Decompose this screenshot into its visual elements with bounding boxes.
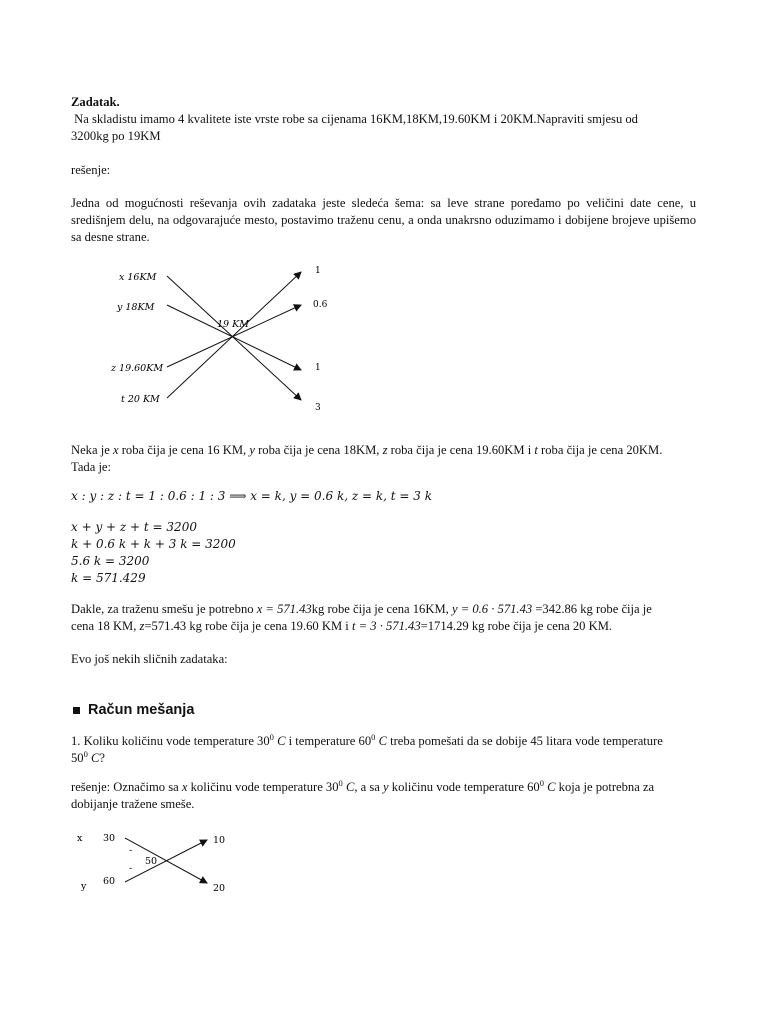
more-examples: Evo još nekih sličnih zadataka:	[71, 652, 228, 666]
conclusion-text-4: cena 18 KM,	[71, 619, 140, 633]
left-label-z: z 19.60KM	[111, 363, 164, 374]
task1-deg-2: 0	[371, 731, 376, 742]
var-z: z	[382, 443, 388, 457]
right-value-1: 1	[315, 266, 321, 276]
document-page	[71, 94, 696, 898]
intro-text-3: roba čija je cena 18KM,	[254, 443, 383, 457]
conclusion-line-2	[71, 618, 696, 635]
intro-line-2: Tada je:	[71, 460, 112, 474]
intro-text-5: roba čija je cena 20KM.	[537, 443, 663, 457]
intro-paragraph	[71, 442, 696, 459]
sol1-deg-1: 0	[338, 777, 343, 788]
sol1-deg-2: 0	[539, 777, 544, 788]
result-20: 20	[213, 883, 226, 893]
heading: Zadatak.	[71, 95, 120, 109]
conclusion-math-3: z	[139, 619, 145, 633]
sol1-text-a: rešenje: Označimo sa	[71, 780, 182, 794]
task1-unit-3: C	[91, 751, 100, 765]
equation-line-1: x + y + z + t = 3200	[71, 520, 197, 534]
task1-deg-3: 0	[83, 748, 88, 759]
right-value-3: 1	[315, 363, 321, 373]
minus-mark-1: -	[129, 845, 133, 856]
problem-line-1: Na skladistu imamo 4 kvalitete iste vrste robe sa cijenama 16KM,18KM,19.60KM i 20KM.Napraviti smjesu od	[71, 112, 638, 126]
var-x-label: x	[77, 833, 83, 844]
sol1-var-y: y	[383, 780, 389, 794]
sol1-text-e: količinu vode temperature 60	[388, 780, 540, 794]
mixing-diagram-temperatures	[75, 829, 235, 893]
minus-mark-2: -	[129, 863, 133, 874]
var-y-label: y	[81, 881, 87, 892]
conclusion-math-2: y = 0.6 · 571.43	[451, 602, 533, 616]
section-heading	[71, 702, 696, 719]
method-paragraph: Jedna od mogućnosti reševanja ovih zadataka jeste sledeća šema: sa leve strane poređamo po veličini date cene, u središnjem delu, na odgovarajuće mesto, postavimo traženu cenu, a onda unakrsno oduzimamo i dobijene brojeve upišemo sa desne strane.	[71, 196, 696, 244]
task1-unit-1: C	[277, 734, 286, 748]
conclusion-math-4: t = 3 · 571.43	[351, 619, 421, 633]
section-title: Račun mešanja	[88, 702, 195, 718]
sol1-text-b: količinu vode temperature 30	[187, 780, 339, 794]
right-value-4: 3	[315, 403, 321, 413]
left-label-t: t 20 KM	[121, 394, 160, 405]
task1-text-b: i temperature 60	[285, 734, 372, 748]
sol1-unit-2: C	[547, 780, 556, 794]
task-1-line-1	[71, 733, 696, 750]
sol1-text-d: , a sa	[354, 780, 384, 794]
left-label-y: y 18KM	[117, 302, 155, 313]
intro-text-4: roba čija je cena 19.60KM i	[387, 443, 535, 457]
conclusion-text-6: =1714.29 kg robe čija je cena 20 KM.	[420, 619, 613, 633]
right-value-2: 0.6	[313, 300, 328, 310]
conclusion-math-1: x = 571.43	[256, 602, 312, 616]
task1-text-a: 1. Koliku količinu vode temperature 30	[71, 734, 270, 748]
conclusion-text-1: Dakle, za traženu smešu je potrebno	[71, 602, 257, 616]
conclusion-text-5: =571.43 kg robe čija je cena 19.60 KM i	[144, 619, 352, 633]
sol1-var-x: x	[181, 780, 188, 794]
task1-deg-1: 0	[269, 731, 274, 742]
var-y: y	[249, 443, 255, 457]
solution-label: rešenje:	[71, 163, 111, 177]
solution-1-line-1	[71, 779, 696, 796]
cross-line-20-to-1	[167, 272, 301, 398]
solution-1-line-2: dobijanje tražene smeše.	[71, 797, 195, 811]
var-x: x	[112, 443, 119, 457]
result-10: 10	[213, 835, 226, 846]
var-t: t	[534, 443, 538, 457]
problem-line-2: 3200kg po 19KM	[71, 129, 161, 143]
square-bullet-icon	[73, 707, 80, 714]
task1-text-d: treba pomešati da se dobije 45 litara vode temperature	[386, 734, 663, 748]
task1-text-f: ?	[99, 751, 105, 765]
intro-text-1: Neka je	[71, 443, 113, 457]
sol1-unit-1: C	[345, 780, 355, 794]
left-label-x: x 16KM	[119, 272, 157, 283]
task1-unit-2: C	[378, 734, 387, 748]
proportion-equation: x : y : z : t = 1 : 0.6 : 1 : 3 ⟹ x = k, y = 0.6 k, z = k, t = 3 k	[71, 489, 432, 503]
equation-line-2: k + 0.6 k + k + 3 k = 3200	[71, 537, 236, 551]
intro-text-2: roba čija je cena 16 KM,	[118, 443, 250, 457]
center-label: 19 KM	[217, 319, 249, 330]
equation-line-4: k = 571.429	[71, 571, 146, 585]
equation-block	[71, 519, 696, 587]
value-60: 60	[103, 876, 116, 887]
conclusion-text-3: =342.86 kg robe čija je	[532, 602, 652, 616]
center-value-50: 50	[145, 856, 158, 867]
value-30: 30	[103, 833, 116, 844]
task1-text-e: 50	[71, 751, 84, 765]
task-1-line-2	[71, 750, 696, 767]
equation-line-3: 5.6 k = 3200	[71, 554, 150, 568]
sol1-text-f: koja je potrebna za	[555, 780, 655, 794]
mixing-diagram-prices	[111, 260, 356, 422]
conclusion-line-1	[71, 601, 696, 618]
conclusion-text-2: kg robe čija je cena 16KM,	[311, 602, 452, 616]
